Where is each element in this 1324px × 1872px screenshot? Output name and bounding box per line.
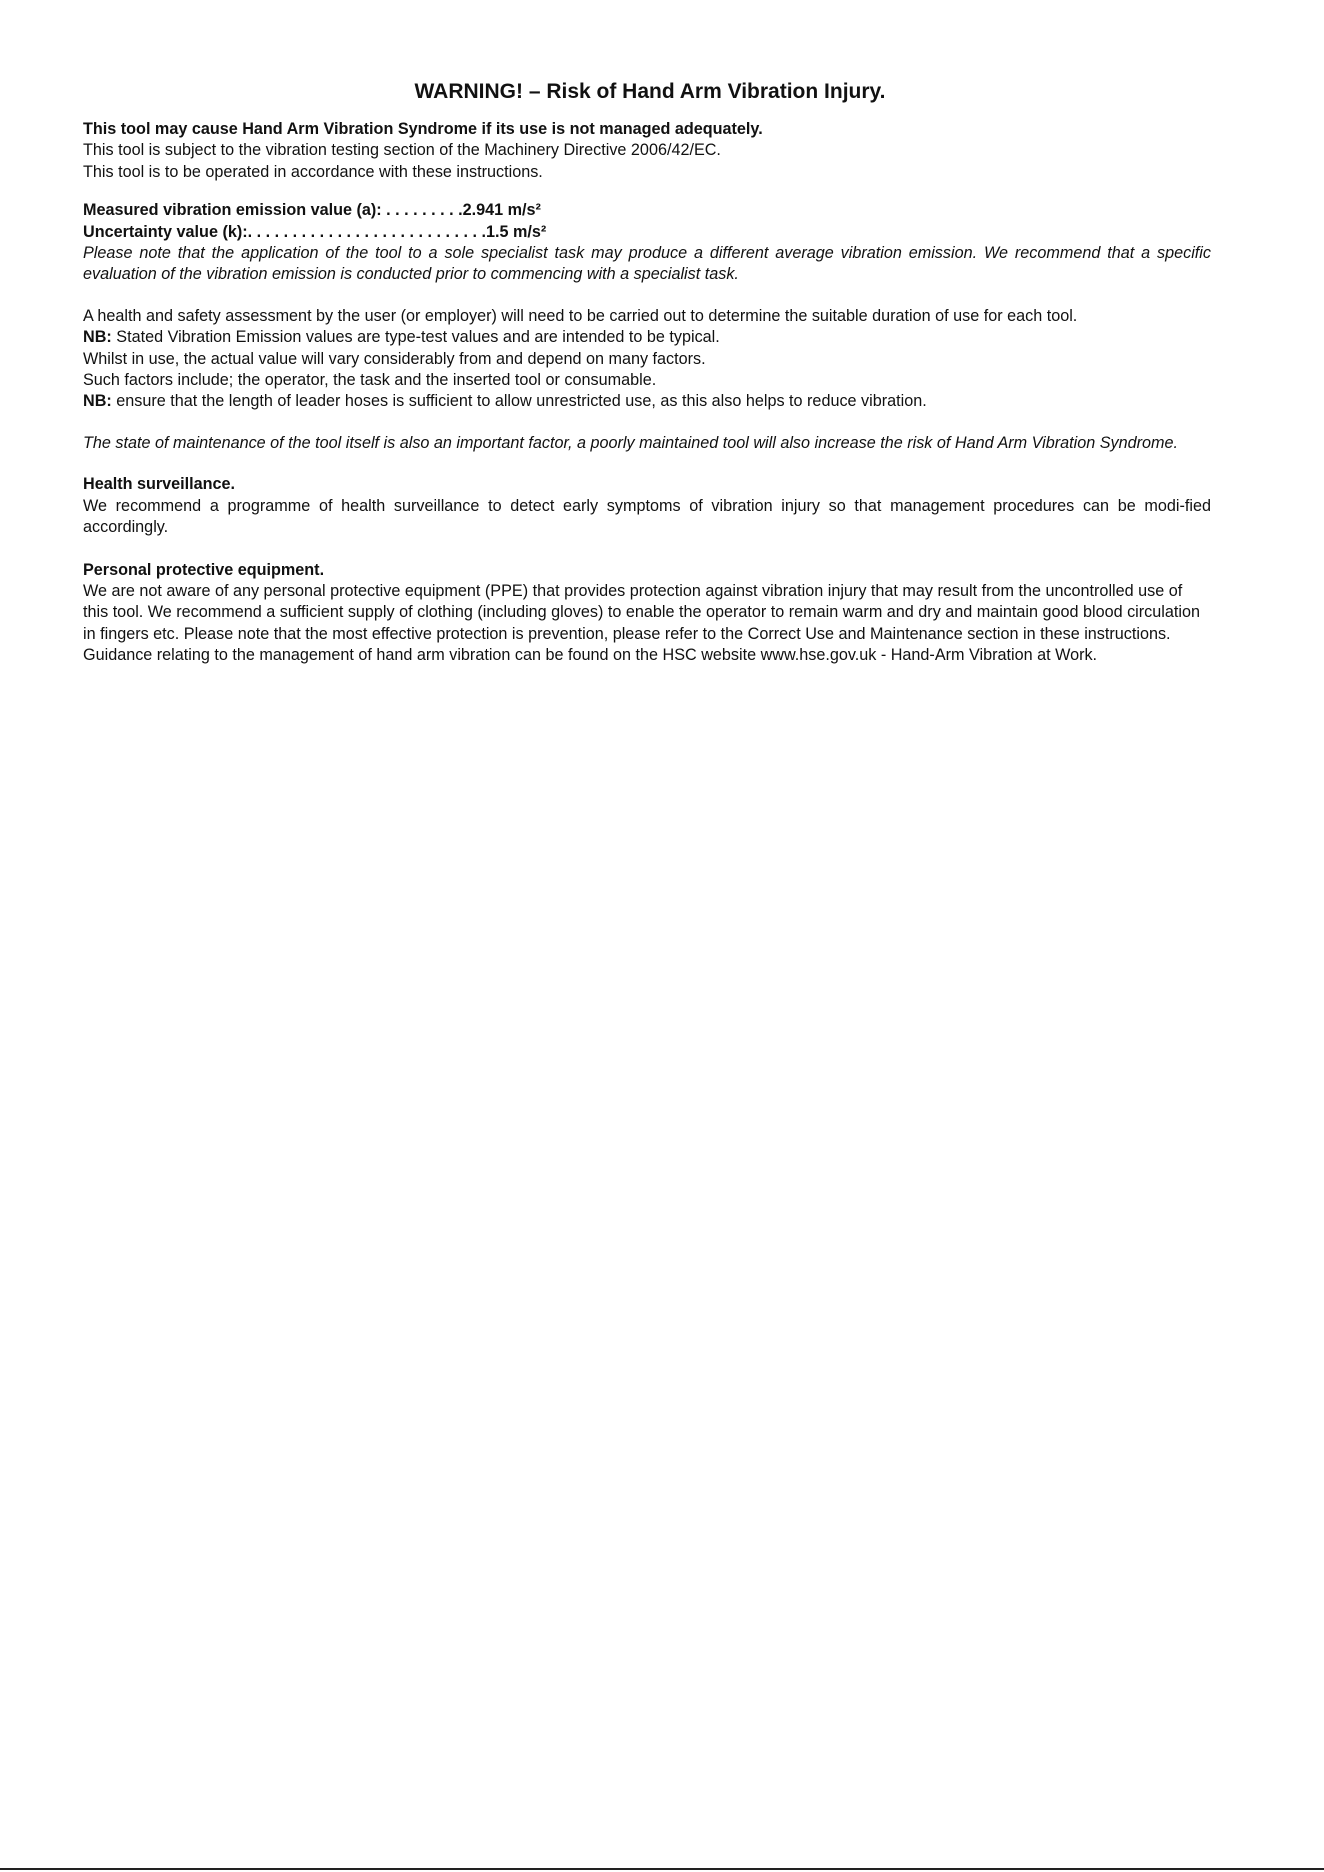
spacer — [83, 454, 1211, 474]
nb-label: NB: — [83, 392, 112, 411]
page-title: WARNING! – Risk of Hand Arm Vibration Injury. — [414, 80, 886, 103]
spacer — [83, 413, 1211, 433]
nb-typical-values — [83, 327, 1211, 348]
assessment-line: A health and safety assessment by the user (or employer) will need to be carried out to determine the suitable duration of use for each tool. — [83, 306, 1078, 325]
spacer — [83, 183, 1211, 200]
health-surveillance-text: We recommend a programme of health surveillance to detect early symptoms of vibration injury so that management procedures can be modi-fied accordingly. — [83, 496, 1211, 537]
ppe-text: We are not aware of any personal protective equipment (PPE) that provides protection against vibration injury that may result from the uncontrolled use of this tool. We recommend a sufficient supply of clothing (including gloves) to enable the operator to remain warm and dry and maintain good blood circulation in fingers etc. Please note that the most effective protection is prevention, please refer to the Correct Use and Maintenance section in these instructions. Guidance relating to the management of hand arm vibration can be found on the HSC website www.hse.gov.uk - Hand-Arm Vibration at Work. — [83, 581, 1200, 665]
nb-hoses — [83, 391, 1211, 412]
actual-value-line: Whilst in use, the actual value will vary considerably from and depend on many factors. — [83, 349, 706, 368]
uncertainty-value: Uncertainty value (k):. . . . . . . . . . . . . . . . . . . . . . . . . . .1.5 m/s² — [83, 222, 547, 241]
page-bottom-border — [0, 1868, 1324, 1870]
measured-vibration-value: Measured vibration emission value (a): . . . . . . . . .2.941 m/s² — [83, 201, 541, 220]
nb-label: NB: — [83, 328, 112, 347]
spacer — [83, 286, 1211, 306]
intro-directive-line: This tool is subject to the vibration testing section of the Machinery Directive 2006/42/EC. — [83, 141, 721, 160]
maintenance-note: The state of maintenance of the tool itself is also an important factor, a poorly maintained tool will also increase the risk of Hand Arm Vibration Syndrome. — [83, 433, 1179, 452]
nb-text: ensure that the length of leader hoses is sufficient to allow unrestricted use, as this also helps to reduce vibration. — [111, 392, 927, 411]
document-page — [83, 78, 1211, 667]
nb-text: Stated Vibration Emission values are type-test values and are intended to be typical. — [111, 328, 720, 347]
intro-warning-line: This tool may cause Hand Arm Vibration Syndrome if its use is not managed adequately. — [83, 120, 763, 138]
spacer — [83, 539, 1211, 560]
factors-line: Such factors include; the operator, the task and the inserted tool or consumable. — [83, 371, 657, 390]
health-surveillance-heading: Health surveillance. — [83, 475, 236, 494]
specialist-task-note: Please note that the application of the tool to a sole specialist task may produce a different average vibration emission. We recommend that a specific evaluation of the vibration emission is conducted prior to commencing with a specialist task. — [83, 244, 1211, 284]
ppe-heading: Personal protective equipment. — [83, 560, 325, 579]
intro-instructions-line: This tool is to be operated in accordance with these instructions. — [83, 162, 543, 181]
